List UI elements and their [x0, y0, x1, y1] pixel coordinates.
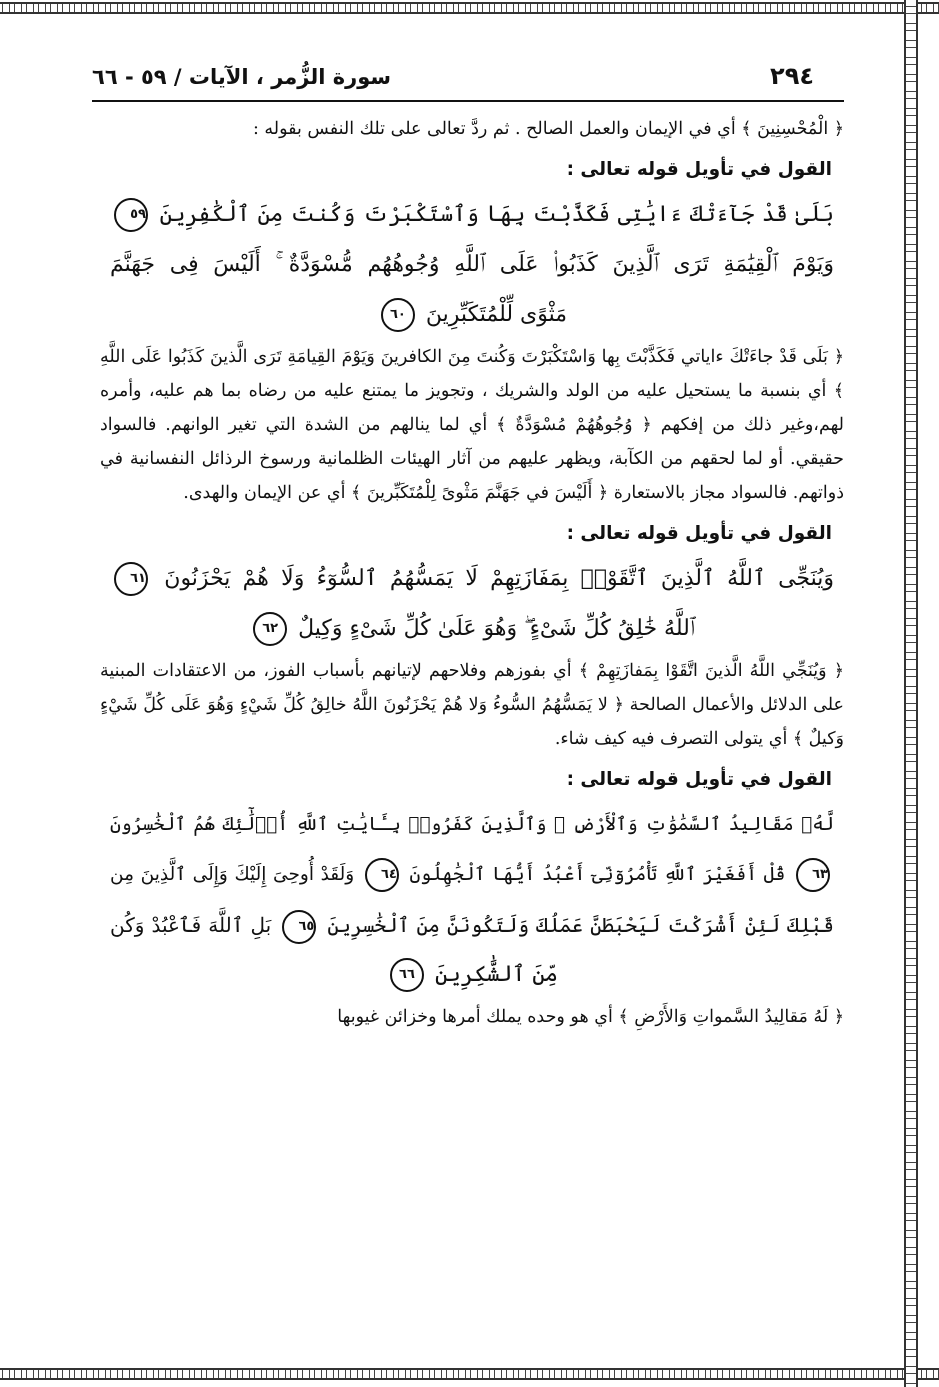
ayah-number-marker: ٦١: [114, 562, 148, 596]
verse-line: [110, 950, 834, 1000]
paragraph-commentary-63: ﴿ لَهُ مَقالِيدُ السَّمواتِ وَالأَرْضِ ﴾ أي هو وحده يملك أمرها وخزائن غيوبها: [337, 1007, 844, 1027]
verse-line: [110, 800, 834, 850]
book-page: [92, 58, 844, 1358]
verse-line: [110, 604, 834, 654]
paragraph-intro: ﴿ الْمُحْسِنِينَ ﴾ أي في الإيمان والعمل الصالح . ثم ردَّ تعالى على تلك النفس بقوله :: [252, 119, 844, 139]
paragraph-commentary-61-62: ﴿ وَيُنَجِّي اللَّهُ الَّذينَ اتَّقَوْا بِمَفازَتِهِمْ ﴾ أي بفوزهم وفلاحهم لإتيانهم بأسباب الفوز، من الاعتقادات المبنية على الدلائل والأعمال الصالحة ﴿ لا يَمَسُّهُمُ السُّوءُ وَلا هُمْ يَحْزَنُونَ اللَّهُ خالِقُ كُلِّ شَيْءٍ وَهُوَ عَلَى كُلِّ شَيْءٍ وَكيلٌ ﴾ أي يتولى التصرف فيه كيف شاء.: [100, 661, 844, 749]
ayah-number-marker: ٥٩: [114, 198, 148, 232]
verse-line: [110, 554, 834, 604]
ayah-number-marker: ٦٤: [365, 858, 399, 892]
verse-text: ٱللَّهُ خَٰلِقُ كُلِّ شَىْءٍ ۖ وَهُوَ عَلَىٰ كُلِّ شَىْءٍ وَكِيلٌ: [298, 616, 695, 641]
section-heading-2: القول في تأويل قوله تعالى :: [566, 523, 832, 544]
ayah-number-marker: ٦٦: [390, 958, 424, 992]
verse-text: مِّنَ ٱلشَّٰكِرِينَ: [434, 962, 558, 987]
verse-text: بَلِ ٱللَّهَ فَٱعْبُدْ وَكُن: [110, 913, 272, 937]
page-border-top: [0, 2, 939, 14]
running-title: سورة الزُّمر ، الآيات / ٥٩ - ٦٦: [92, 65, 392, 89]
page-header: [92, 58, 844, 102]
ayah-number-marker: ٦٥: [282, 910, 316, 944]
page-number: ٢٩٤: [770, 62, 814, 90]
verse-line: [110, 850, 834, 900]
ayah-number-marker: ٦٠: [381, 298, 415, 332]
ayah-number-marker: ٦٣: [796, 858, 830, 892]
verse-text: وَيُنَجِّى ٱللَّهُ ٱلَّذِينَ ٱتَّقَوْا۟ بِمَفَازَتِهِمْ لَا يَمَسُّهُمُ ٱلسُّوٓءُ وَلَا هُمْ يَحْزَنُونَ: [164, 566, 834, 591]
page-border-right: [904, 0, 918, 1387]
verse-text: مَثْوًى لِّلْمُتَكَبِّرِينَ: [425, 302, 568, 327]
verse-line: [110, 240, 834, 290]
section-heading-1: القول في تأويل قوله تعالى :: [566, 159, 832, 180]
verse-text: قَبْلِكَ لَئِنْ أَشْرَكْتَ لَيَحْبَطَنَّ عَمَلُكَ وَلَتَكُونَنَّ مِنَ ٱلْخَٰسِرِينَ: [327, 913, 834, 937]
verse-line: [110, 290, 834, 340]
verse-line: [110, 190, 834, 240]
verse-text: لَّهُۥ مَقَالِيدُ ٱلسَّمَٰوَٰتِ وَٱلْأَرْضِ ۗ وَٱلَّذِينَ كَفَرُوا۟ بِـَٔايَٰتِ ٱللَّهِ أُو۟لَٰٓئِكَ هُمُ ٱلْخَٰسِرُونَ: [110, 814, 834, 835]
verse-line: [110, 900, 834, 950]
verse-text: قُلْ أَفَغَيْرَ ٱللَّهِ تَأْمُرُوٓنِّىٓ أَعْبُدُ أَيُّهَا ٱلْجَٰهِلُونَ: [409, 864, 786, 885]
page-border-bottom: [0, 1368, 939, 1380]
section-heading-3: القول في تأويل قوله تعالى :: [566, 769, 832, 790]
verse-text: بَلَىٰ قَدْ جَآءَتْكَ ءَايَٰتِى فَكَذَّبْتَ بِهَا وَٱسْتَكْبَرْتَ وَكُنتَ مِنَ ٱلْكَٰفِرِينَ: [159, 202, 834, 227]
ayah-number-marker: ٦٢: [253, 612, 287, 646]
paragraph-commentary-59-60: ﴿ بَلَى قَدْ جاءَتْكَ ءاياتي فَكَذَّبْتَ بِها وَاسْتَكْبَرْتَ وَكُنتَ مِنَ الكافرينَ وَيَوْمَ القِيامَةِ تَرَى الَّذينَ كَذَبُوا عَلَى اللَّهِ ﴾ أي بنسبة ما يستحيل عليه من الولد والشريك ، وتجويز ما يمتنع عليه من رضاه بما هم عليه، وأمره لهم،وغير ذلك من إفكهم ﴿ وُجُوهُهُمْ مُسْوَدَّةٌ ﴾ أي لما ينالهم من الشدة التي تغير الوانهم. فالسواد حقيقي. أو لما لحقهم من الكآبة، ويظهر عليهم من آثار الهيئات الظلمانية ورسوخ الرذائل النفسانية في ذواتهم. فالسواد مجاز بالاستعارة ﴿ أَلَيْسَ في جَهَنَّمَ مَثْوىً لِلْمُتَكَبِّرينَ ﴾ أي عن الإيمان والهدى.: [100, 347, 844, 503]
verse-text: وَيَوْمَ ٱلْقِيَٰمَةِ تَرَى ٱلَّذِينَ كَذَبُوا۟ عَلَى ٱللَّهِ وُجُوهُهُم مُّسْوَدَّةٌ ۚ أَلَيْسَ فِى جَهَنَّمَ: [110, 252, 834, 277]
page-body: [92, 102, 844, 1034]
verse-text: وَلَقَدْ أُوحِىَ إِلَيْكَ وَإِلَى ٱلَّذِينَ مِن: [110, 864, 355, 885]
